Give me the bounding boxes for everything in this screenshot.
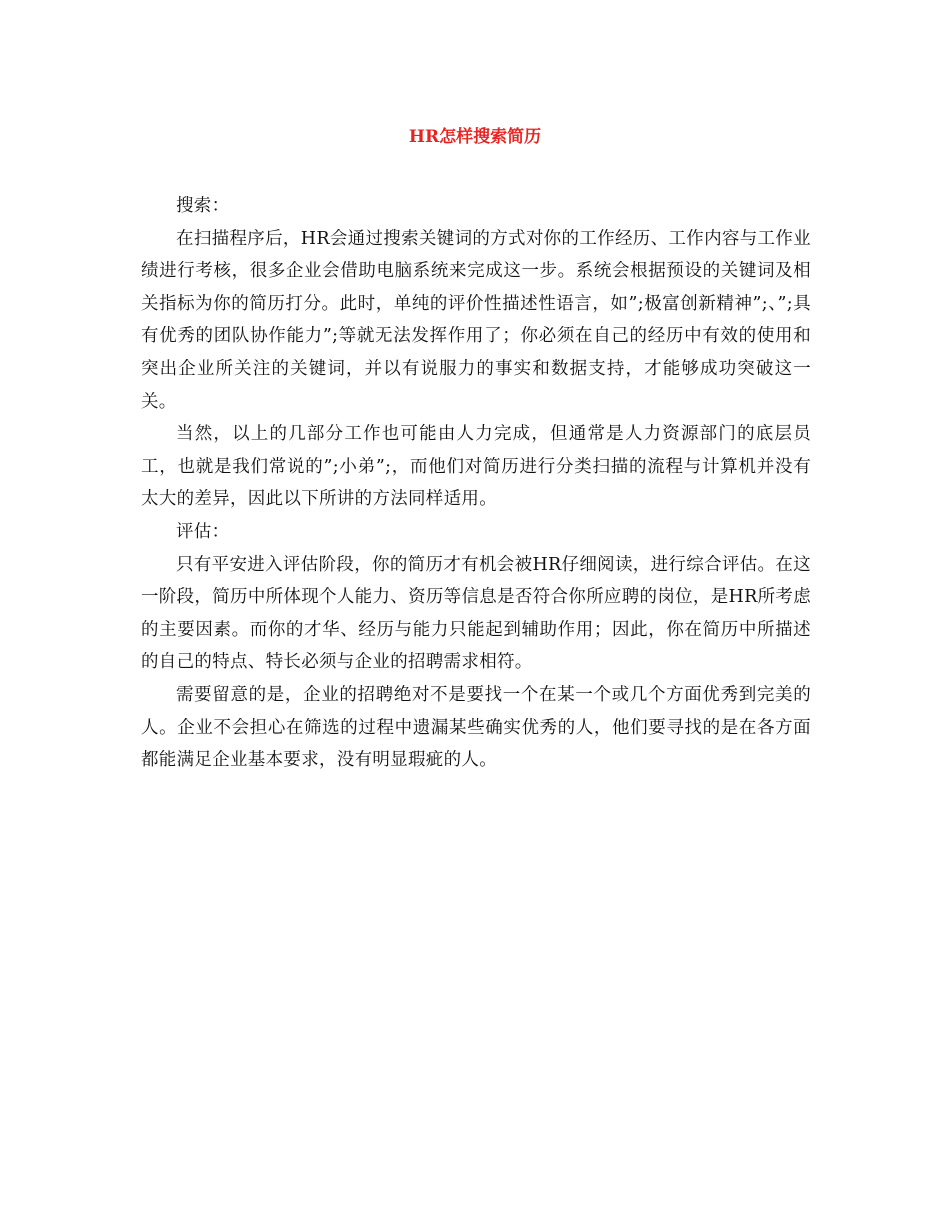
paragraph-search-heading: 搜索： [176, 196, 230, 216]
paragraph-evaluation-detail: 只有平安进入评估阶段，你的简历才有机会被HR仔细阅读，进行综合评估。在这一阶段，简历中所体现个人能力、资历等信息是否符合你所应聘的岗位，是HR所考虑的主要因素。而你的才华、经历与能力只能起到辅助作用；因此，你在简历中所描述的自己的特点、特长必须与企业的招聘需求相符。 [141, 554, 811, 673]
document-title: HR怎样搜索简历 [408, 127, 542, 147]
paragraph-manual-scan: 当然，以上的几部分工作也可能由人力完成，但通常是人力资源部门的底层员工，也就是我们常说的”;小弟”;，而他们对简历进行分类扫描的流程与计算机并没有太大的差异，因此以下所讲的方法同样适用。 [141, 424, 811, 510]
paragraph-recruitment-note: 需要留意的是，企业的招聘绝对不是要找一个在某一个或几个方面优秀到完美的人。企业不会担心在筛选的过程中遗漏某些确实优秀的人，他们要寻找的是在各方面都能满足企业基本要求，没有明显瑕疵的人。 [141, 684, 811, 771]
paragraph-search-detail: 在扫描程序后，HR会通过搜索关键词的方式对你的工作经历、工作内容与工作业绩进行考核，很多企业会借助电脑系统来完成这一步。系统会根据预设的关键词及相关指标为你的简历打分。此时，单纯的评价性描述性语言，如”;极富创新精神”;、”;具有优秀的团队协作能力”;等就无法发挥作用了；你必须在自己的经历中有效的使用和突出企业所关注的关键词，并以有说服力的事实和数据支持，才能够成功突破这一关。 [141, 228, 811, 412]
document-body [141, 190, 811, 777]
paragraph-evaluation-heading: 评估： [176, 521, 230, 542]
